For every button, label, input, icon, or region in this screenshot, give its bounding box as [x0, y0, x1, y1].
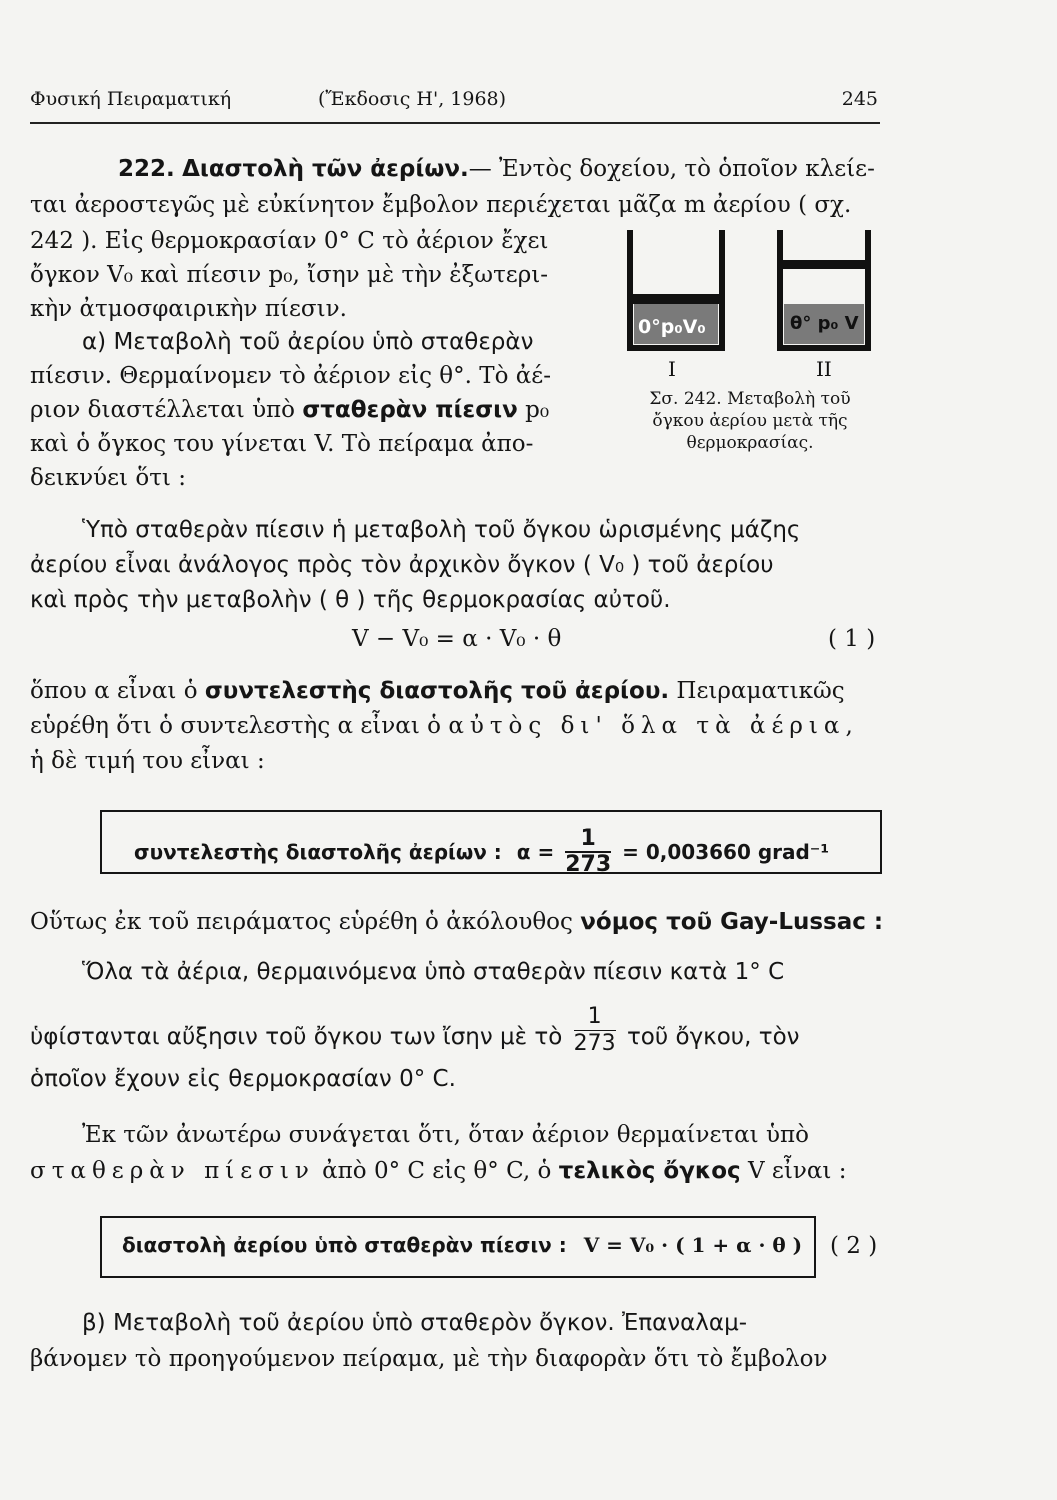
equation-1: V − V₀ = α · V₀ · θ	[352, 626, 562, 652]
coefficient-line-1: ὅπου α εἶναι ὁ συντελεστὴς διαστολῆς τοῦ ἀερίου. Πειραματικῶς	[30, 678, 845, 704]
section-number: 222.	[118, 156, 175, 182]
part-a-line-4: καὶ ὁ ὄγκος του γίνεται V. Τὸ πείραμα ἀπο-	[30, 431, 534, 457]
equation-1-number: ( 1 )	[828, 626, 876, 652]
gay-lussac-line-3: ὑφίστανται αὔξησιν τοῦ ὄγκου των ἴσην μὲ τὸ $\frac{1}{273}$ τοῦ ὄγκου, τὸν	[30, 1004, 800, 1056]
intro-line-4: ὄγκον V₀ καὶ πίεσιν p₀, ἴσην μὲ τὴν ἐξωτερι-	[30, 262, 549, 288]
emphasis-constant-pressure: σταθερὰν πίεσιν	[302, 397, 518, 423]
law-line-1: Ὑπὸ σταθερὰν πίεσιν ἡ μεταβολὴ τοῦ ὄγκου ὡρισμένης μάζης	[82, 517, 801, 543]
law-line-2: ἀερίου εἶναι ἀνάλογος πρὸς τὸν ἀρχικὸν ὄγκον ( V₀ ) τοῦ ἀερίου	[30, 552, 774, 578]
vessel-i-label: 0°p₀V₀	[638, 316, 706, 338]
vessel-i	[630, 230, 722, 348]
page-number: 245	[841, 88, 878, 110]
coefficient-box-content: συντελεστὴς διαστολῆς ἀερίων : α = $\frac{1}{273}$ = 0,003660 grad⁻¹	[134, 826, 830, 877]
part-a-line-1: α) Μεταβολὴ τοῦ ἀερίου ὑπὸ σταθερὰν	[82, 329, 534, 355]
gay-lussac-line-4: ὁποῖον ἔχουν εἰς θερμοκρασίαν 0° C.	[30, 1066, 456, 1092]
fraction-1-over-273: $\frac{1}{273}$	[565, 826, 612, 877]
section-title: Διαστολὴ τῶν ἀερίων.	[182, 156, 469, 182]
emphasis-final-volume: τελικὸς ὄγκος	[558, 1158, 741, 1184]
part-a-line-2: πίεσιν. Θερμαίνομεν τὸ ἀέριον εἰς θ°. Τὸ ἀέ-	[30, 363, 551, 389]
gay-lussac-line-1: Οὕτως ἐκ τοῦ πειράματος εὑρέθη ὁ ἀκόλουθος νόμος τοῦ Gay-Lussac :	[30, 909, 884, 935]
intro-line-5: κὴν ἀτμοσφαιρικὴν πίεσιν.	[30, 296, 347, 322]
intro-line-2: ται ἀεροστεγῶς μὲ εὐκίνητον ἔμβολον περιέχεται μᾶζα m ἀερίου ( σχ.	[30, 192, 852, 218]
emphasis-expansion-coefficient: συντελεστὴς διαστολῆς τοῦ ἀερίου.	[204, 678, 670, 704]
conclusion-line-2: σταθερὰν πίεσιν ἀπὸ 0° C εἰς θ° C, ὁ τελικὸς ὄγκος V εἶναι :	[30, 1158, 847, 1184]
part-a-line-3: ριον διαστέλλεται ὑπὸ σταθερὰν πίεσιν p₀	[30, 397, 550, 423]
emphasis-gay-lussac-law: νόμος τοῦ Gay-Lussac :	[580, 909, 884, 935]
intro-line-1: 222. Διαστολὴ τῶν ἀερίων.— Ἐντὸς δοχείου, τὸ ὁποῖον κλείε-	[118, 156, 875, 182]
fraction-1-273: $\frac{1}{273}$	[573, 1004, 616, 1056]
vessel-ii	[780, 230, 868, 348]
intro-line-3: 242 ). Εἰς θερμοκρασίαν 0° C τὸ ἀέριον ἔχει	[30, 228, 549, 254]
vessel-ii-label: θ° p₀ V	[790, 313, 859, 334]
figure-caption: Σσ. 242. Μεταβολὴ τοῦ ὄγκου ἀερίου μετὰ τῆς θερμοκρασίας.	[649, 389, 851, 453]
gay-lussac-line-2: Ὅλα τὰ ἀέρια, θερμαινόμενα ὑπὸ σταθερὰν πίεσιν κατὰ 1° C	[82, 959, 785, 985]
coefficient-line-3: ἡ δὲ τιμή του εἶναι :	[30, 748, 265, 774]
equation-2-number: ( 2 )	[830, 1233, 878, 1259]
part-b-line-1: β) Μεταβολὴ τοῦ ἀερίου ὑπὸ σταθερὸν ὄγκον. Ἐπαναλαμ-	[82, 1310, 748, 1336]
expansion-formula-box	[100, 1216, 816, 1278]
conclusion-line-1: Ἐκ τῶν ἀνωτέρω συνάγεται ὅτι, ὅταν ἀέριον θερμαίνεται ὑπὸ	[82, 1122, 809, 1148]
book-title: Φυσική Πειραματική	[30, 88, 232, 110]
part-b-line-2: βάνομεν τὸ προηγούμενον πείραμα, μὲ τὴν διαφορὰν ὅτι τὸ ἔμβολον	[30, 1346, 828, 1372]
figure-label-i: I	[668, 357, 676, 381]
header-rule	[30, 122, 880, 124]
edition-note: (Ἔκδοσις Η', 1968)	[318, 88, 507, 110]
law-line-3: καὶ πρὸς τὴν μεταβολὴν ( θ ) τῆς θερμοκρασίας αὐτοῦ.	[30, 587, 671, 613]
expansion-formula-content: διαστολὴ ἀερίου ὑπὸ σταθερὰν πίεσιν : V = V₀ · ( 1 + α · θ )	[122, 1233, 803, 1257]
part-a-line-5: δεικνύει ὅτι :	[30, 465, 187, 491]
running-header	[30, 88, 878, 112]
coefficient-box	[100, 810, 882, 877]
coefficient-line-2: εὑρέθη ὅτι ὁ συντελεστὴς α εἶναι ὁ αὐτὸς δι' ὅλα τὰ ἀέρια,	[30, 713, 859, 739]
figure-label-ii: II	[816, 357, 832, 381]
